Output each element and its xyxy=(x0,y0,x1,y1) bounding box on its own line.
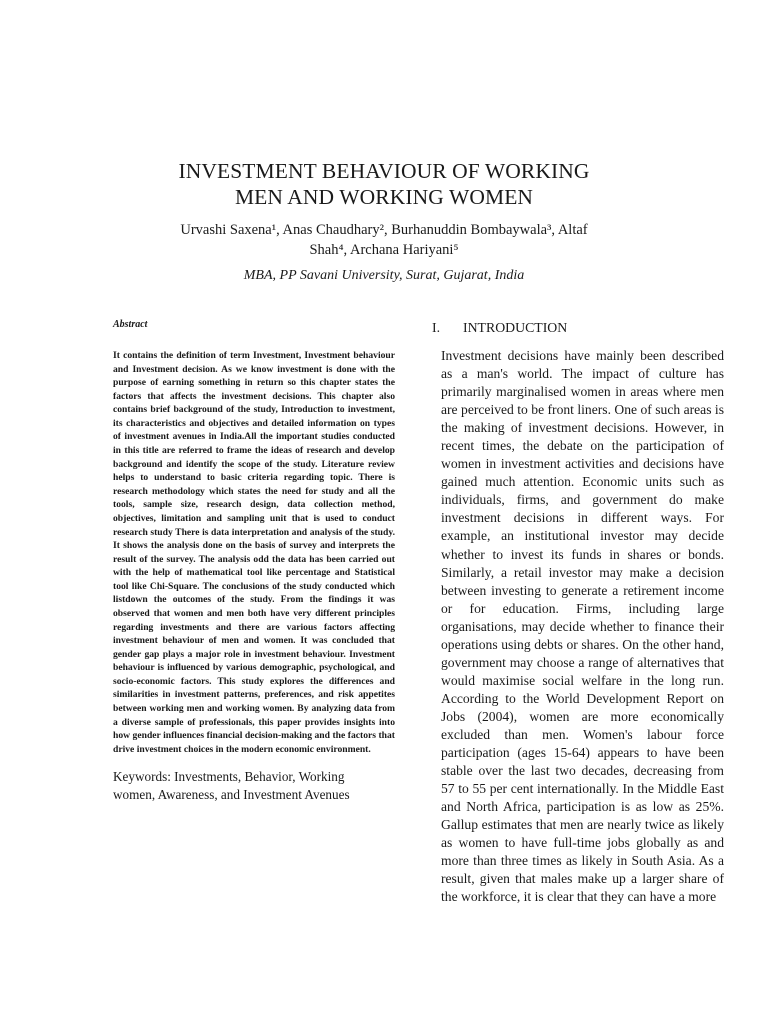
introduction-body: Investment decisions have mainly been described as a man's world. The impact of culture has primarily marginalised women in areas where men are perceived to be front liners. One of such areas is the making of investment decisions. However, in recent times, the debate on the participation of women in investment activities and decisions have gained much attention. Economic units such as individuals, firms, and government do make investment decisions in different ways. For example, an institutional investor may decide whether to invest its funds in shares or bonds. Similarly, a retail investor may make a decision between investing to generate a retirement income or for education. Firms, including large organisations, may decide whether to finance their operations using debts or shares. On the other hand, government may choose a range of alternatives that would maximise social welfare in the long run. According to the World Development Report on Jobs (2004), women are more economically excluded than men. Women's labour force participation (ages 15-64) appears to have been stable over the last two decades, decreasing from 57 to 55 per cent internationally. In the Middle East and North Africa, participation is as low as 25%. Gallup estimates that men are nearly twice as likely as women to have full-time jobs globally as and more than three times as likely in South Asia. As a result, given that males make up a larger share of the workforce, it is clear that they can have a more xyxy=(441,348,724,905)
title-line-2: MEN AND WORKING WOMEN xyxy=(234,185,534,209)
left-column xyxy=(113,318,395,804)
section-heading-introduction xyxy=(432,318,724,338)
keywords xyxy=(113,768,395,804)
keywords-line-1: Keywords: Investments, Behavior, Working xyxy=(113,769,345,785)
abstract-heading: Abstract xyxy=(113,319,148,330)
section-number: I. xyxy=(432,320,441,335)
affiliation: MBA, PP Savani University, Surat, Gujarat, India xyxy=(243,268,525,283)
author-list xyxy=(150,220,618,260)
paper-title xyxy=(150,158,618,210)
abstract-body: It contains the definition of term Investment, Investment behaviour and Investment decision. As we know investment is done with the purpose of earning something in return so this chapter states the factors that affects the investment decisions. This chapter also contains brief background of the study, Introduction to investment, its characteristics and objectives and detailed information on types of investment avenues in India.All the important studies conducted in this title are referred to frame the ideas of research and develop background and identify the scope of the study. Literature review helps to understand to basic criteria regarding topic. There is research methodology which states the need for study and all the tools, sample size, research design, data collection method, objectives, limitation and sampling unit that is used to conduct research study There is data interpretation and analysis of the study. It shows the analysis done on the basis of survey and interprets the result of the survey. The analysis odd the data has been carried out with the help of mathematical tool like percentage and Statistical tool like Chi-Square. The conclusions of the study conducted which listdown the outcomes of the study. From the findings it was observed that women and men both have very different principles regarding investments and there are various factors affecting investment behaviour of men and women. It was concluded that gender gap plays a major role in investment behaviour. Investment behaviour is influenced by various demographic, psychological, and socio-economic factors. This study explores the differences and similarities in investment patterns, preferences, and risk appetites between working men and working women. By analyzing data from a diverse sample of professionals, this paper provides insights into how gender influences financial decision-making and the factors that drive investment choices in the modern economic environment. xyxy=(113,350,395,755)
keywords-line-2: women, Awareness, and Investment Avenues xyxy=(113,787,350,803)
right-column xyxy=(432,318,724,906)
authors-line-1: Urvashi Saxena¹, Anas Chaudhary², Burhanuddin Bombaywala³, Altaf xyxy=(180,222,588,238)
authors-line-2: Shah⁴, Archana Hariyani⁵ xyxy=(309,242,459,258)
title-line-1: INVESTMENT BEHAVIOUR OF WORKING xyxy=(178,159,590,183)
section-title: INTRODUCTION xyxy=(463,320,568,335)
